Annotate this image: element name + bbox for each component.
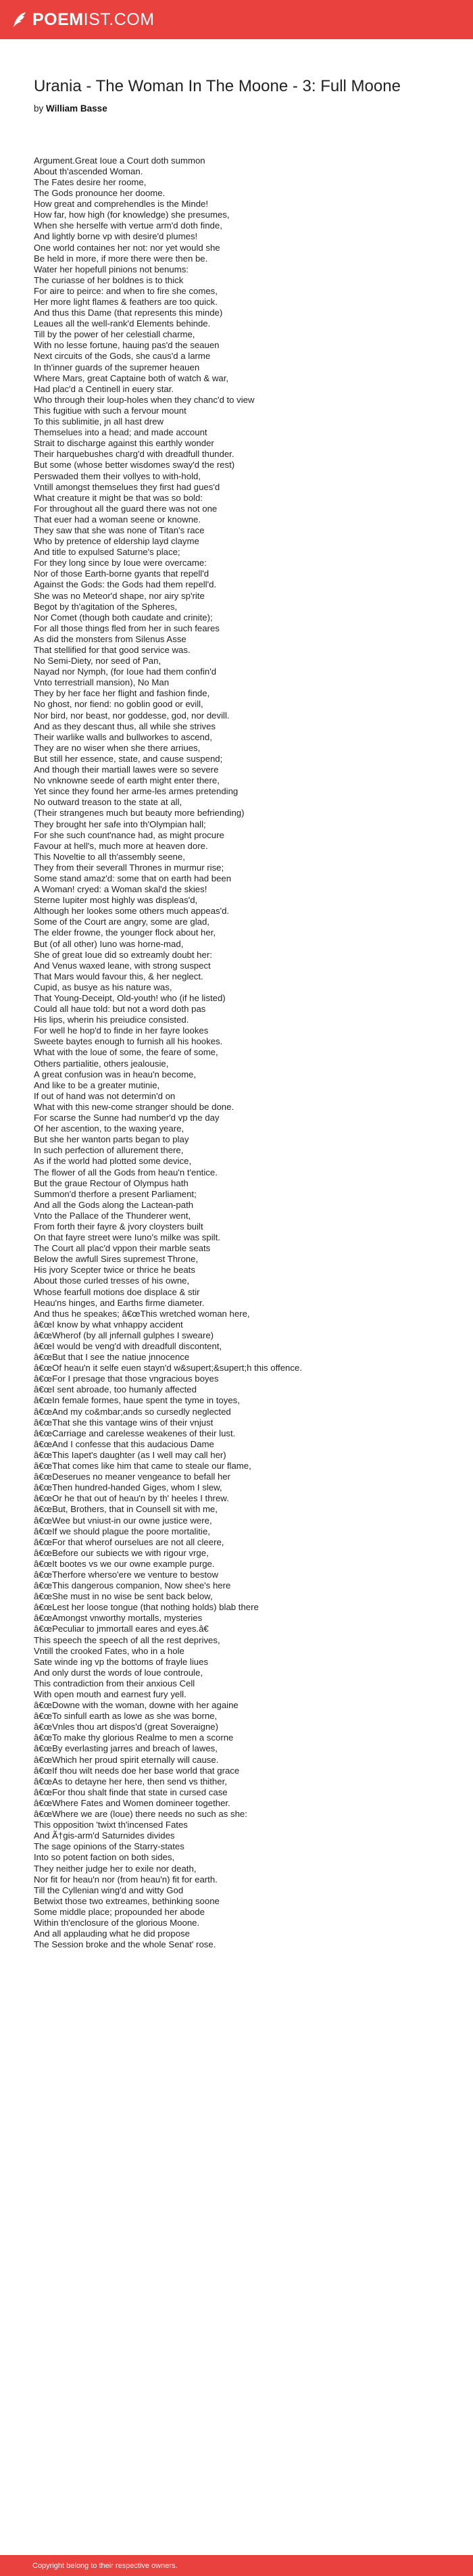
poem-line: That Mars would favour this, & her neglect. — [34, 971, 203, 981]
poem-line: Till the Cyllenian wing'd and witty God — [34, 1885, 184, 1895]
poem-line: She of great Ioue did so extreamly doubt her: — [34, 949, 212, 960]
poem-line: Betwixt those two extreames, bethinking soone — [34, 1895, 220, 1906]
poem-line: And thus he speakes; â€œThis wretched woman here, — [34, 1308, 250, 1319]
poem-line: And though their martiall lawes were so severe — [34, 764, 219, 775]
poem-line: â€œTo sinfull earth as lowe as she was borne, — [34, 1711, 218, 1722]
poem-line: Could all haue told: but not a word doth pas — [34, 1004, 206, 1015]
poem-line: â€œAmongst vnworthy mortalls, mysteries — [34, 1613, 203, 1624]
poem-line: â€œThis Iapet's daughter (as I well may call her) — [34, 1449, 226, 1460]
poem-line: And like to be a greater mutinie, — [34, 1079, 160, 1090]
poem-line: â€œPeculiar to jmmortall eares and eyes.â€ — [34, 1624, 214, 1634]
poem-line: How far, how high (for knowledge) she presumes, — [34, 210, 230, 220]
poem-line: Strait to discharge against this earthly wonder — [34, 438, 214, 449]
poem-line: His jvory Scepter twice or thrice he beats — [34, 1265, 195, 1275]
poem-line: Favour at hell's, much more at heaven dore. — [34, 840, 208, 851]
poem-line: The Gods pronounce her doome. — [34, 188, 166, 199]
poem-line: Vnto terrestriall mansion), No Man — [34, 677, 170, 688]
poem-line: (Their strangenes much but beauty more befriending) — [34, 808, 245, 819]
poem-line: Had plac'd a Centinell in euery star. — [34, 383, 174, 394]
poem-line: â€œFor that wherof ourselues are not all cleere, — [34, 1536, 224, 1547]
poem-line: Nor Comet (though both caudate and crinite); — [34, 612, 213, 623]
poem-line: Argument.Great Ioue a Court doth summon — [34, 155, 205, 166]
poem-line: To this sublimitie, jn all hast drew — [34, 416, 164, 427]
poem-line: â€œThis dangerous companion, Now shee's here — [34, 1580, 231, 1591]
copyright-text: Copyright belong to their respective owners. — [32, 2561, 178, 2570]
poem-line: This contradiction from their anxious Cell — [34, 1678, 195, 1688]
poem-line: Water her hopefull pinions not benums: — [34, 264, 189, 274]
poem-line: â€œIn female formes, haue spent the tyme in toyes, — [34, 1395, 240, 1406]
poem-line: But the graue Rectour of Olympus hath — [34, 1177, 189, 1188]
poem-line: But she her wanton parts began to play — [34, 1134, 189, 1145]
poem-line: Begot by th'agitation of the Spheres, — [34, 601, 178, 612]
poem-line: But still her essence, state, and cause suspend; — [34, 753, 223, 764]
poem-line: â€œAnd my co&mbar;ands so cursedly neglected — [34, 1406, 231, 1417]
poem-line: The Session broke and the whole Senat' rose. — [34, 1939, 216, 1950]
poem-line: Although her lookes some others much appeas'd. — [34, 906, 230, 917]
poem-line: For she such count'nance had, as might procure — [34, 829, 224, 840]
poem-line: How great and comprehendles is the Minde! — [34, 199, 209, 210]
poem-line: No Semi-Diety, nor seed of Pan, — [34, 656, 161, 666]
poem-line: And only durst the words of loue controule, — [34, 1667, 203, 1678]
poem-line: Their harquebushes charg'd with dreadfull thunder. — [34, 449, 234, 460]
byline-label: by — [34, 103, 44, 114]
poem-line: The elder frowne, the younger flock about her, — [34, 927, 216, 938]
poem-line: They from their severall Thrones in murmur rise; — [34, 862, 224, 873]
poem-line: Others partialitie, others jealousie, — [34, 1058, 169, 1069]
poem-line: This opposition 'twixt th'incensed Fates — [34, 1820, 188, 1830]
poem-line: â€œCarriage and carelesse weakenes of their lust. — [34, 1428, 236, 1438]
poem-line: â€œLest her loose tongue (that nothing holds) blab there — [34, 1602, 259, 1613]
poem-line: â€œWhich her proud spirit eternally will cause. — [34, 1754, 219, 1765]
poem-line: â€œWee but vniust-in our owne justice were, — [34, 1515, 212, 1526]
poem-line: Sate winde ing vp the bottoms of frayle liues — [34, 1656, 209, 1667]
quill-pen-icon — [11, 11, 28, 28]
poem-line: Cupid, as busye as his nature was, — [34, 981, 172, 992]
poem-line: This speech the speech of all the rest deprives, — [34, 1634, 220, 1645]
poem-line: â€œTherfore wherso'ere we venture to bestow — [34, 1569, 218, 1580]
poem-line: Heau'ns hinges, and Earths firme diameter. — [34, 1297, 205, 1308]
poem-line: Some stand amaz'd: some that on earth had been — [34, 873, 232, 883]
poem-content — [0, 39, 473, 1950]
poem-line: If out of hand was not determin'd on — [34, 1090, 176, 1101]
poem-line: â€œBefore our subiects we with rigour vrge, — [34, 1547, 209, 1558]
poem-line: Into so potent faction on both sides, — [34, 1852, 175, 1863]
poem-line: And Ã†gis-arm'd Saturnides divides — [34, 1830, 175, 1841]
poem-line: And title to expulsed Saturne's place; — [34, 547, 180, 558]
site-header — [0, 0, 473, 39]
poem-line: Some of the Court are angry, some are glad, — [34, 917, 209, 927]
poem-line: This fugitiue with such a fervour mount — [34, 405, 186, 416]
poem-line: Summon'd therfore a present Parliament; — [34, 1188, 197, 1199]
poem-line: They brought her safe into th'Olympian hall; — [34, 819, 206, 829]
poem-line: About those curled tresses of his owne, — [34, 1275, 190, 1286]
poem-line: And lightly borne vp with desire'd plumes! — [34, 231, 198, 242]
poem-line: â€œI would be veng'd with dreadfull discontent, — [34, 1341, 222, 1352]
logo-text-bold: POEM — [32, 9, 84, 29]
poem-line: Whose fearfull motions doe displace & stir — [34, 1286, 200, 1297]
poem-line: What creature it might be that was so bold: — [34, 492, 203, 503]
poem-line: Nayad nor Nymph, (for Ioue had them confin'd — [34, 666, 217, 677]
poem-line: His lips, wherin his preiudice consisted. — [34, 1015, 189, 1025]
poem-line: They neither judge her to exile nor death, — [34, 1863, 197, 1874]
site-logo-link[interactable] — [11, 10, 155, 30]
poem-line: Their warlike walls and bullworkes to ascend, — [34, 731, 212, 742]
poem-title: Urania - The Woman In The Moone - 3: Full Moone — [34, 77, 401, 95]
poem-line: â€œIt bootes vs we our owne example purge. — [34, 1558, 215, 1569]
poem-line: â€œIf we should plague the poore mortalitie, — [34, 1526, 210, 1536]
poem-line: Within th'enclosure of the glorious Moone. — [34, 1917, 200, 1928]
poem-line: For well he hop'd to finde in her fayre lookes — [34, 1025, 209, 1036]
poem-line: That stellified for that good service was. — [34, 645, 191, 656]
poem-line: In th'inner guards of the supremer heauen — [34, 362, 200, 372]
poem-line: Sweete baytes enough to furnish all his hookes. — [34, 1036, 223, 1047]
poem-line: With no lesse fortune, hauing pas'd the seauen — [34, 340, 220, 351]
poem-line: A Woman! cryed: a Woman skal'd the skies! — [34, 884, 207, 895]
poem-line: And thus this Dame (that represents this minde) — [34, 308, 223, 318]
poem-line: Of her ascention, to the waxing yeare, — [34, 1123, 184, 1134]
poem-line: â€œIf thou wilt needs doe her base world that grace — [34, 1765, 240, 1776]
poem-line: â€œBut, Brothers, that in Counsell sit with me, — [34, 1504, 218, 1515]
poem-line: And all the Gods along the Lactean-path — [34, 1199, 194, 1210]
poem-line: No outward treason to the state at all, — [34, 797, 182, 808]
poem-line: â€œWherof (by all jnfernall gulphes I sweare) — [34, 1330, 214, 1340]
poem-line: The flower of all the Gods from heau'n t'entice. — [34, 1167, 218, 1177]
poem-line: That euer had a woman seene or knowne. — [34, 514, 201, 525]
site-logo-text — [32, 10, 155, 30]
poem-line: Sterne Iupiter most highly was displeas'd, — [34, 895, 198, 906]
poem-line: That Young-Deceipt, Old-youth! who (if he listed) — [34, 993, 226, 1004]
poem-line: For throughout all the guard there was not one — [34, 503, 218, 514]
poem-line: Nor bird, nor beast, nor goddesse, god, nor devill. — [34, 710, 230, 721]
poem-line: â€œBy everlasting jarres and breach of lawes, — [34, 1743, 218, 1754]
poem-line: Some middle place; propounded her abode — [34, 1906, 205, 1917]
poem-line: â€œWhere Fates and Women domineer together. — [34, 1797, 230, 1808]
poem-line: â€œVnles thou art dispos'd (great Soveraigne) — [34, 1722, 219, 1732]
poem-line: As if the world had plotted some device, — [34, 1156, 192, 1167]
poem-line: For all those things fled from her in such feares — [34, 623, 220, 633]
poem-line: Till by the power of her celestiall charme, — [34, 329, 195, 340]
poem-line: â€œThat she this vantage wins of their vnjust — [34, 1417, 214, 1428]
poem-line: â€œTo make thy glorious Realme to men a scorne — [34, 1732, 234, 1743]
poem-line: Next circuits of the Gods, she caus'd a larme — [34, 351, 211, 362]
poem-line: â€œOf heau'n it selfe euen stayn'd w&supert;&supert;h this offence. — [34, 1363, 302, 1374]
poem-line: She was no Meteor'd shape, nor airy sp'rite — [34, 590, 205, 601]
poem-line: â€œAnd I confesse that this audacious Dame — [34, 1438, 214, 1449]
poem-line: The Court all plac'd vppon their marble seats — [34, 1243, 211, 1254]
poem-line: But (of all other) Iuno was horne-mad, — [34, 938, 184, 949]
poem-line: About th'ascended Woman. — [34, 166, 143, 176]
poem-line: This Noveltie to all th'assembly seene, — [34, 851, 185, 862]
poem-line: Her more light flames & feathers are too quick. — [34, 297, 218, 308]
poem-line: For aire to peirce: and when to fire she comes, — [34, 285, 218, 296]
poem-line: From forth their fayre & jvory cloysters built — [34, 1221, 203, 1232]
poem-line: â€œI sent abroade, too humanly affected — [34, 1384, 197, 1395]
poem-line: â€œAs to detayne her here, then send vs thither, — [34, 1776, 227, 1787]
poem-line: Yet since they found her arme-les armes pretending — [34, 786, 239, 797]
poem-line: â€œBut that I see the natiue jnnocence — [34, 1352, 190, 1363]
poem-line: They saw that she was none of Titan's race — [34, 525, 205, 535]
poem-line: They are no wiser when she there arriues, — [34, 742, 201, 753]
poem-line: What with the loue of some, the feare of some, — [34, 1047, 218, 1058]
poem-line: Perswaded them their vollyes to with-hold, — [34, 470, 201, 481]
poem-line: They by her face her flight and fashion finde, — [34, 688, 210, 699]
poem-line: Vntill amongst themselues they first had gues'd — [34, 481, 220, 492]
poem-line: Vnto the Pallace of the Thunderer went, — [34, 1210, 191, 1221]
poem-line: â€œDowne with the woman, downe with her againe — [34, 1700, 239, 1711]
poem-line: â€œDeserues no meaner vengeance to befall her — [34, 1472, 231, 1482]
site-footer — [0, 2555, 473, 2576]
poem-line: â€œFor I presage that those vngracious boyes — [34, 1374, 219, 1384]
poem-line: The sage opinions of the Starry-states — [34, 1841, 184, 1852]
poem-line: Vntill the crooked Fates, who in a hole — [34, 1645, 184, 1656]
poem-line: â€œOr he that out of heau'n by th' heeles I threw. — [34, 1493, 229, 1504]
poem-line: Who through their loup-holes when they chanc'd to view — [34, 394, 255, 405]
poem-line: What with this new-come stranger should be done. — [34, 1101, 234, 1112]
poem-line: â€œThen hundred-handed Giges, whom I slew, — [34, 1482, 222, 1493]
poem-line: A great confusion was in heau'n become, — [34, 1069, 197, 1079]
poem-line: The curiasse of her boldnes is to thick — [34, 274, 184, 285]
poem-byline — [34, 103, 473, 114]
poem-line: And all applauding what he did propose — [34, 1928, 190, 1939]
poem-line: â€œI know by what vnhappy accident — [34, 1319, 183, 1330]
poem-line: Leaues all the well-rank'd Elements behinde. — [34, 318, 211, 329]
poem-line: And Venus waxed leane, with strong suspect — [34, 960, 211, 971]
poem-line: Against the Gods: the Gods had them repell'd. — [34, 579, 217, 590]
poem-line: The Fates desire her roome, — [34, 176, 147, 187]
poem-line: With open mouth and earnest fury yell. — [34, 1689, 186, 1700]
poem-line: For they long since by Ioue were overcame: — [34, 558, 207, 568]
poem-line: On that fayre street were Iuno's milke was spilt. — [34, 1232, 220, 1243]
logo-text-thin: IST.COM — [83, 9, 155, 29]
poem-line: Be held in more, if more there were then be. — [34, 253, 208, 264]
poem-line: Who by pretence of eldership layd clayme — [34, 536, 199, 547]
poem-line: And as they descant thus, all while she strives — [34, 721, 216, 731]
poem-line: â€œFor thou shalt finde that state in cursed case — [34, 1787, 228, 1797]
poem-body — [34, 155, 473, 1950]
author-link[interactable]: William Basse — [46, 103, 107, 114]
poem-line: For scarse the Sunne had number'd vp the day — [34, 1113, 220, 1123]
poem-line: Below the awfull Sires supremest Throne, — [34, 1254, 199, 1265]
poem-line: â€œThat comes like him that came to steale our flame, — [34, 1461, 251, 1472]
poem-line: No vnknowne seede of earth might enter there, — [34, 775, 220, 786]
poem-line: â€œWhere we are (loue) there needs no such as she: — [34, 1809, 247, 1820]
poem-line: One world containes her not: nor yet would she — [34, 242, 220, 253]
poem-line: In such perfection of allurement there, — [34, 1145, 184, 1156]
poem-line: Nor of those Earth-borne gyants that repell'd — [34, 568, 209, 579]
poem-line: No ghost, nor fiend: no goblin good or evill, — [34, 699, 203, 710]
poem-line: Nor fit for heau'n nor (from heau'n) fit for earth. — [34, 1874, 218, 1885]
poem-line: Where Mars, great Captaine both of watch & war, — [34, 372, 229, 383]
poem-line: As did the monsters from Silenus Asse — [34, 633, 186, 644]
poem-line: But some (whose better wisdomes sway'd the rest) — [34, 460, 235, 470]
poem-line: When she herselfe with vertue arm'd doth finde, — [34, 220, 222, 231]
poem-line: â€œShe must in no wise be sent back below, — [34, 1591, 213, 1602]
poem-line: Themselues into a head; and made account — [34, 427, 207, 438]
